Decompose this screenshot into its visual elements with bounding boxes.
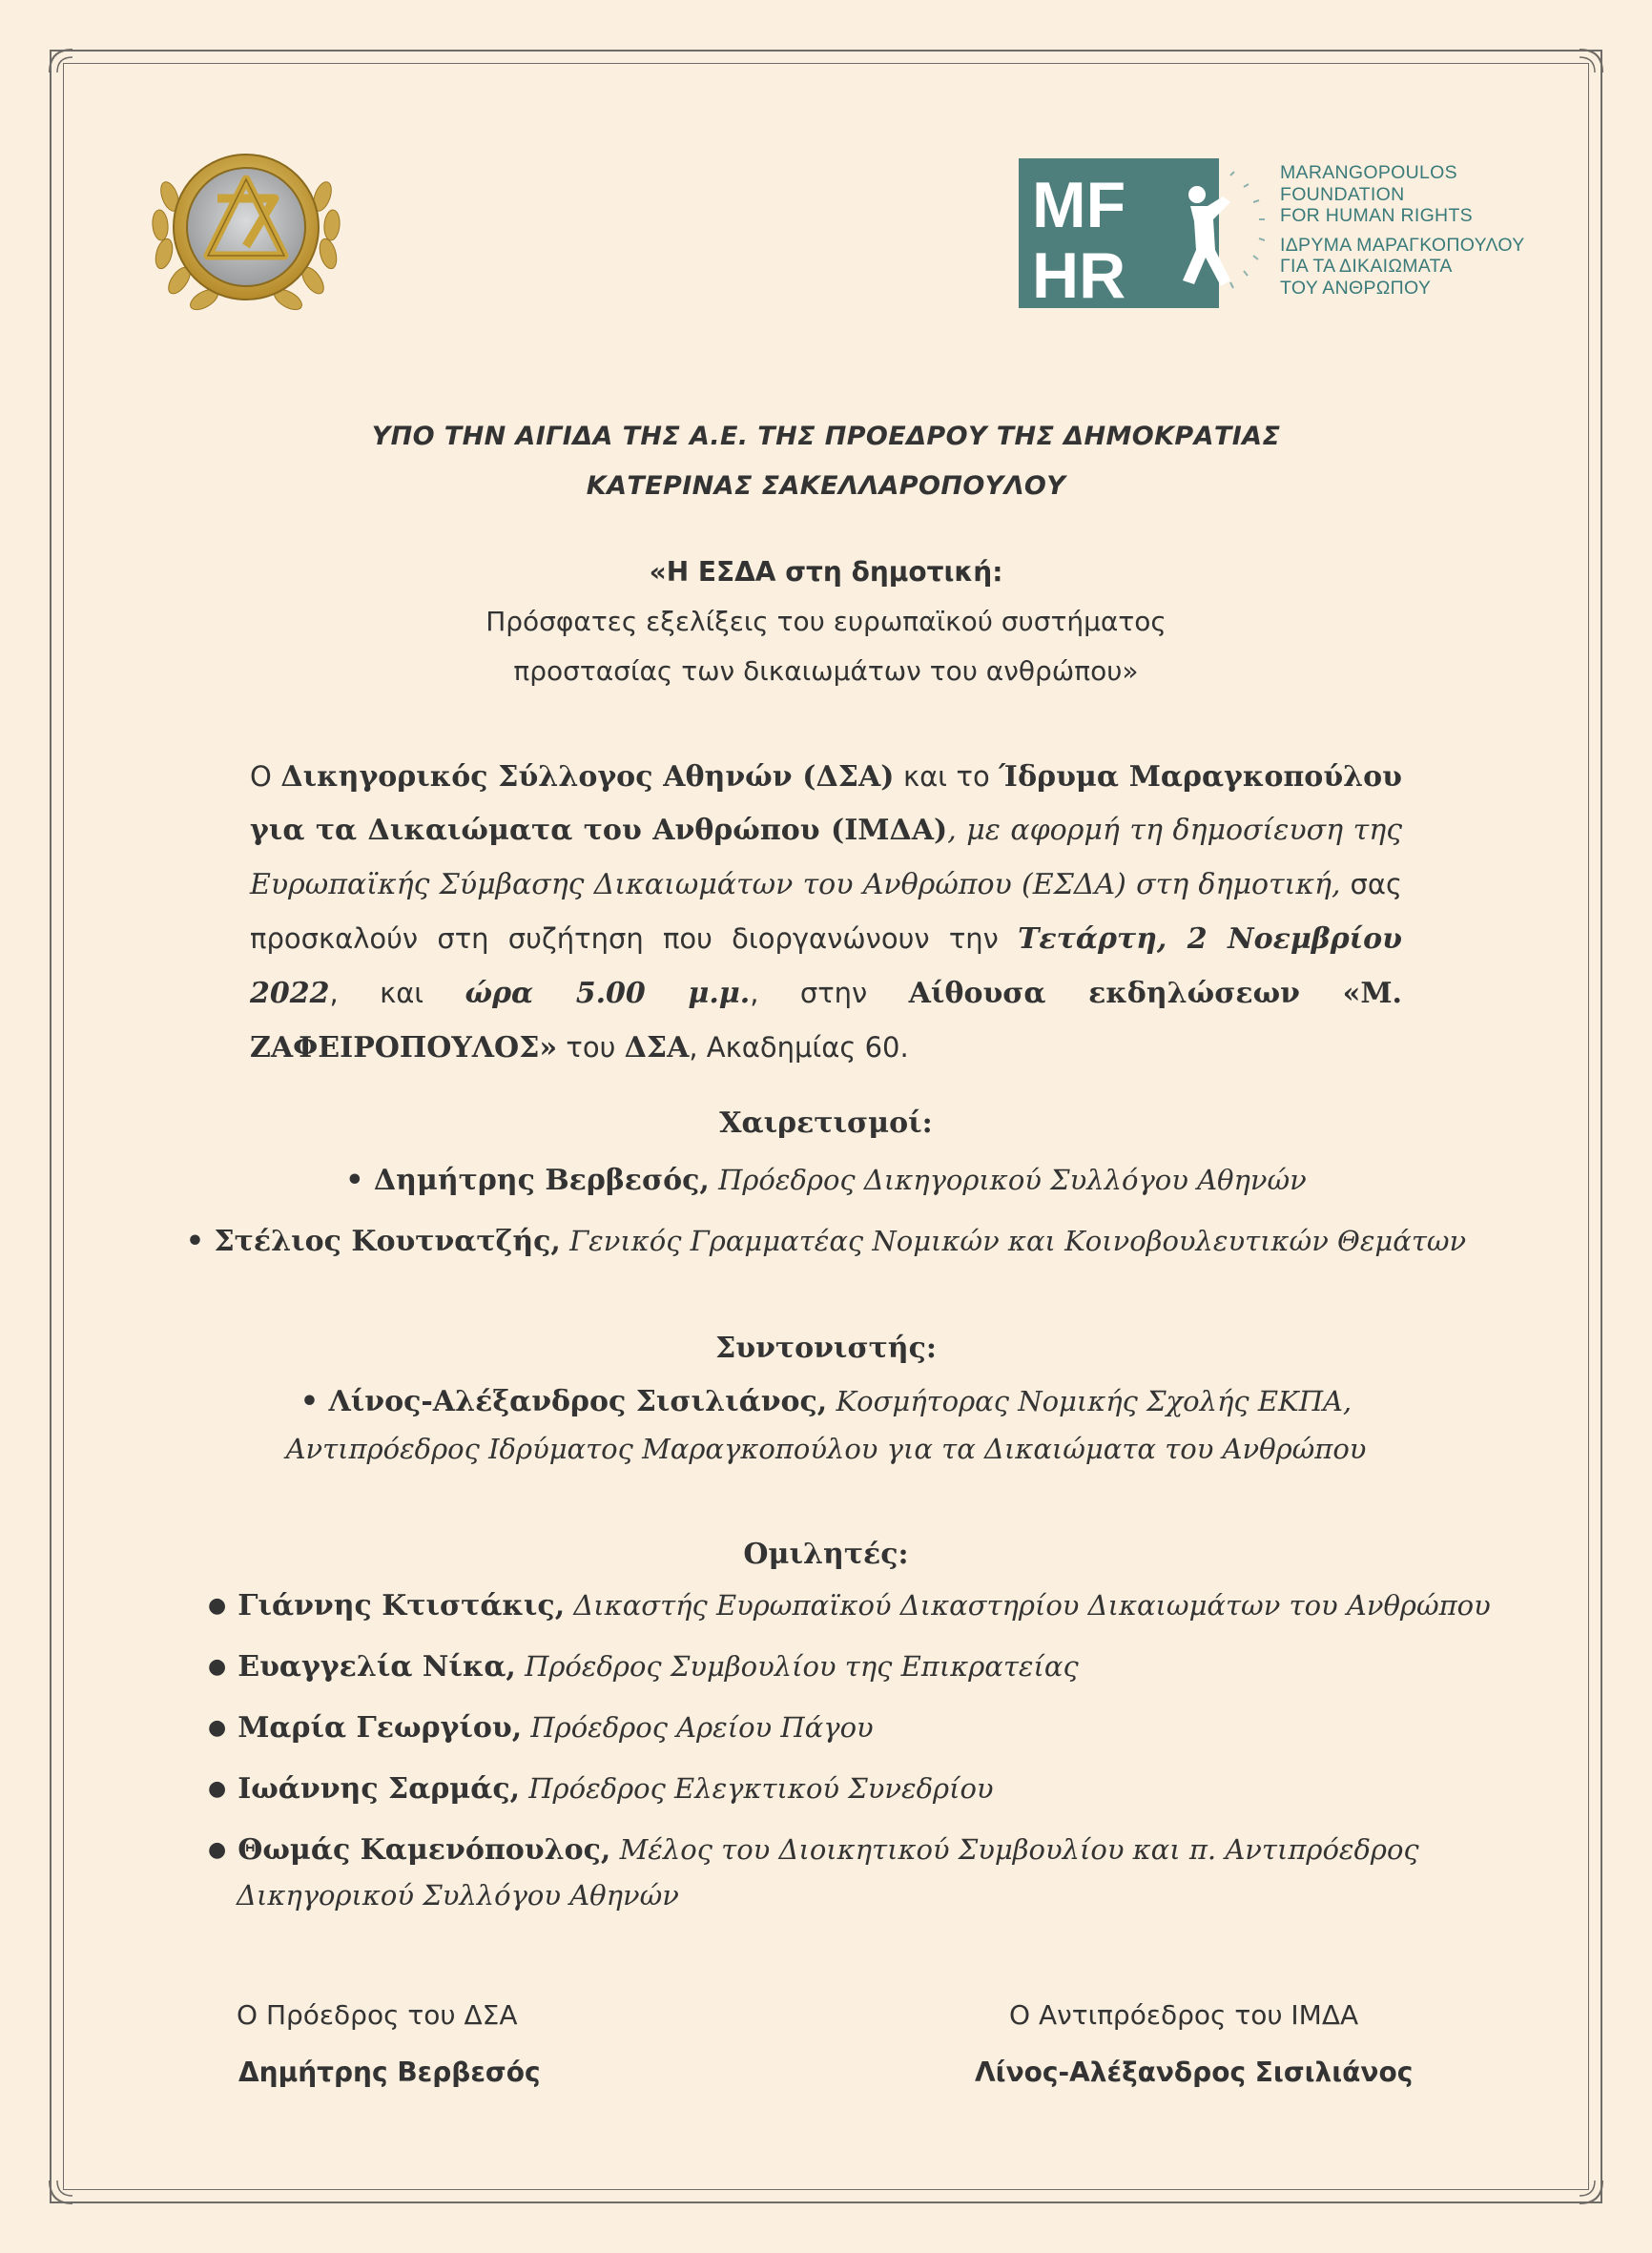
speaker-role: Πρόεδρος Δικηγορικού Συλλόγου Αθηνών — [718, 1164, 1307, 1196]
organizer-imda: Ίδρυμα Μαραγκοπούλου για τα Δικαιώματα του Ανθρώπου (ΙΜΔΑ) — [250, 760, 1402, 847]
mfhr-gr-line: ΓΙΑ ΤΑ ΔΙΚΑΙΩΜΑΤΑ — [1280, 256, 1453, 277]
speaker-name: Δημήτρης Βερβεσός, — [373, 1164, 710, 1197]
moderator-role-line — [0, 1433, 1652, 1465]
speaker-role: Μέλος του Διοικητικού Συμβουλίου και π. Αντιπρόεδρος — [619, 1833, 1419, 1866]
mfhr-logo — [1019, 158, 1276, 308]
mfhr-gr-line: ΙΔΡΥΜΑ ΜΑΡΑΓΚΟΠΟΥΛΟΥ — [1280, 234, 1525, 256]
speaker-role: Πρόεδρος Ελεγκτικού Συνεδρίου — [528, 1772, 994, 1805]
event-title-line: «Η ΕΣΔΑ στη δημοτική: — [649, 556, 1003, 588]
mfhr-gr-line: ΤΟΥ ΑΝΘΡΩΠΟΥ — [1280, 277, 1432, 299]
mfhr-en-line: FOUNDATION — [1280, 183, 1405, 205]
speaker-item: ● Ευαγγελία Νίκα, Πρόεδρος Συμβουλίου της Επικρατείας — [208, 1650, 1079, 1684]
speaker-role: Δικηγορικού Συλλόγου Αθηνών — [237, 1879, 679, 1912]
venue-org: ΔΣΑ — [624, 1031, 690, 1064]
speaker-role: Πρόεδρος Συμβουλίου της Επικρατείας — [525, 1650, 1079, 1683]
mfhr-monogram-bottom: HR — [1032, 239, 1126, 308]
speaker-role: Πρόεδρος Αρείου Πάγου — [530, 1711, 874, 1744]
speaker-name: Στέλιος Κουτνατζής, — [214, 1225, 561, 1258]
patronage-line: ΚΑΤΕΡΙΝΑΣ ΣΑΚΕΛΛΑΡΟΠΟΥΛΟΥ — [586, 471, 1066, 501]
mfhr-wordmark — [1280, 162, 1525, 299]
text-run: του — [557, 1031, 625, 1064]
speaker-name: Λίνος-Αλέξανδρος Σισιλιάνος, — [328, 1385, 828, 1418]
event-title-line: προστασίας των δικαιωμάτων του ανθρώπου» — [513, 655, 1139, 687]
speaker-role: Αντιπρόεδρος Ιδρύματος Μαραγκοπούλου για τα Δικαιώματα του Ανθρώπου — [285, 1433, 1367, 1465]
event-time: ώρα 5.00 μ.μ. — [465, 977, 751, 1010]
text-run: , και — [329, 977, 465, 1009]
event-title — [0, 548, 1652, 696]
text-run: σας προσκαλούν στη συζήτηση που διοργανώνουν την — [250, 868, 1402, 955]
text-run: Ο — [250, 760, 281, 793]
greeting-item: • Στέλιος Κουτνατζής, Γενικός Γραμματέας Νομικών και Κοινοβουλευτικών Θεμάτων — [185, 1225, 1467, 1258]
speaker-role-continuation — [237, 1879, 679, 1912]
speaker-role: Γενικός Γραμματέας Νομικών και Κοινοβουλευτικών Θεμάτων — [569, 1225, 1467, 1257]
moderator-item: • Λίνος-Αλέξανδρος Σισιλιάνος, Κοσμήτορας Νομικής Σχολής ΕΚΠΑ, — [299, 1385, 1353, 1418]
text-run: , στην — [750, 977, 909, 1009]
speaker-name: Ιωάννης Σαρμάς, — [237, 1772, 521, 1806]
corner-ornament-icon — [1570, 44, 1608, 82]
speaker-name: Μαρία Γεωργίου, — [237, 1711, 523, 1745]
speaker-item: ● Θωμάς Καμενόπουλος, Μέλος του Διοικητικού Συμβουλίου και π. Αντιπρόεδρος — [208, 1833, 1419, 1867]
event-title-line: Πρόσφατες εξελίξεις του ευρωπαϊκού συστήματος — [485, 606, 1167, 637]
speaker-item: ● Μαρία Γεωργίου, Πρόεδρος Αρείου Πάγου — [208, 1711, 874, 1745]
signature-right-name: Λίνος-Αλέξανδρος Σισιλιάνος — [975, 2057, 1414, 2088]
moderator-heading: Συντονιστής: — [715, 1332, 937, 1365]
patronage-heading — [0, 412, 1652, 511]
signature-left-title: Ο Πρόεδρος του ΔΣΑ — [237, 1999, 518, 2031]
text-run: και το — [894, 760, 1000, 793]
signature-right-title: Ο Αντιπρόεδρος του ΙΜΔΑ — [1009, 1999, 1359, 2031]
mfhr-monogram-top: MF — [1032, 169, 1126, 241]
speaker-name: Θωμάς Καμενόπουλος, — [237, 1833, 611, 1867]
corner-ornament-icon — [44, 44, 82, 82]
speaker-item: ● Γιάννης Κτιστάκις, Δικαστής Ευρωπαϊκού Δικαστηρίου Δικαιωμάτων του Ανθρώπου — [208, 1589, 1491, 1623]
speaker-role: Δικαστής Ευρωπαϊκού Δικαστηρίου Δικαιωμάτων του Ανθρώπου — [573, 1589, 1491, 1622]
mfhr-en-line: FOR HUMAN RIGHTS — [1280, 205, 1473, 226]
greeting-item: • Δημήτρης Βερβεσός, Πρόεδρος Δικηγορικού Συλλόγου Αθηνών — [345, 1164, 1307, 1197]
speaker-name: Ευαγγελία Νίκα, — [237, 1650, 516, 1684]
event-venue: Αίθουσα εκδηλώσεων «Μ. ΖΑΦΕΙΡΟΠΟΥΛΟΣ» — [250, 977, 1402, 1064]
patronage-line: ΥΠΟ ΤΗΝ ΑΙΓΙΔΑ ΤΗΣ Α.Ε. ΤΗΣ ΠΡΟΕΔΡΟΥ ΤΗΣ ΔΗΜΟΚΡΑΤΙΑΣ — [371, 422, 1281, 451]
corner-ornament-icon — [44, 2171, 82, 2209]
organizer-dsa: Δικηγορικός Σύλλογος Αθηνών (ΔΣΑ) — [280, 760, 895, 794]
speaker-item: ● Ιωάννης Σαρμάς, Πρόεδρος Ελεγκτικού Συνεδρίου — [208, 1772, 994, 1806]
athens-bar-seal-logo — [141, 139, 351, 320]
invitation-paragraph — [250, 750, 1402, 1075]
speaker-role: Κοσμήτορας Νομικής Σχολής ΕΚΠΑ, — [836, 1385, 1353, 1417]
event-date: Τετάρτη, 2 Νοεμβρίου 2022 — [250, 922, 1402, 1010]
speakers-heading: Ομιλητές: — [743, 1538, 909, 1571]
text-run: , Ακαδημίας 60. — [689, 1031, 909, 1064]
signature-left-name: Δημήτρης Βερβεσός — [238, 2057, 541, 2088]
speaker-name: Γιάννης Κτιστάκις, — [237, 1589, 566, 1623]
greetings-heading: Χαιρετισμοί: — [719, 1106, 933, 1140]
corner-ornament-icon — [1570, 2171, 1608, 2209]
mfhr-en-line: MARANGOPOULOS — [1280, 162, 1457, 183]
text-run: , με αφορμή τη δημοσίευση της Ευρωπαϊκής Σύμβασης Δικαιωμάτων του Ανθρώπου (ΕΣΔΑ) στη δημοτική, — [250, 814, 1402, 901]
